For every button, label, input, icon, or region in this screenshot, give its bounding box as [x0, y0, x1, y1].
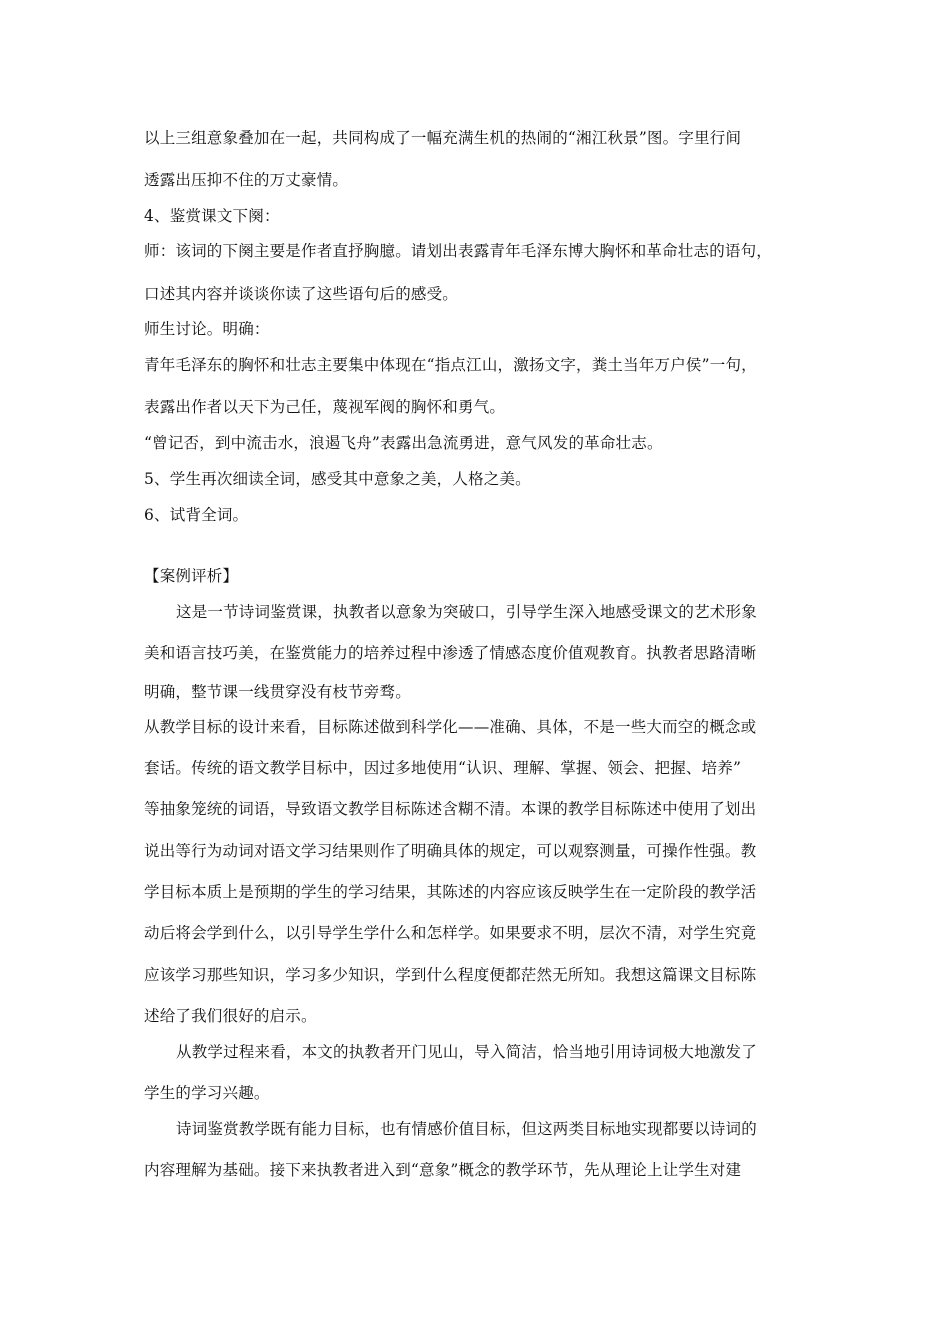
text-line: 诗词鉴赏教学既有能力目标，也有情感价值目标，但这两类目标地实现都要以诗词的 [176, 1120, 757, 1138]
text-line: 学生的学习兴趣。 [144, 1084, 270, 1102]
text-line: 师：该词的下阕主要是作者直抒胸臆。请划出表露青年毛泽东博大胸怀和革命壮志的语句， [144, 242, 773, 260]
text-line: 口述其内容并谈谈你读了这些语句后的感受。 [144, 285, 459, 303]
text-line: 青年毛泽东的胸怀和壮志主要集中体现在“指点江山，激扬文字，粪土当年万户侯”一句， [144, 356, 757, 374]
text-line: 师生讨论。明确： [144, 320, 270, 338]
text-line: 以上三组意象叠加在一起，共同构成了一幅充满生机的热闹的“湘江秋景”图。字里行间 [144, 129, 742, 147]
text-line: 表露出作者以天下为己任，蔑视军阀的胸怀和勇气。 [144, 398, 506, 416]
step-heading: 5、学生再次细读全词，感受其中意象之美，人格之美。 [144, 470, 531, 488]
text-line: 明确，整节课一线贯穿没有枝节旁骛。 [144, 683, 411, 701]
text-line: 动后将会学到什么，以引导学生学什么和怎样学。如果要求不明，层次不清，对学生究竟 [144, 924, 757, 942]
text-line: 透露出压抑不住的万丈豪情。 [144, 171, 349, 189]
text-line: 学目标本质上是预期的学生的学习结果，其陈述的内容应该反映学生在一定阶段的教学活 [144, 883, 757, 901]
step-heading: 6、试背全词。 [144, 506, 249, 524]
text-line: 从教学过程来看，本文的执教者开门见山，导入简洁，恰当地引用诗词极大地激发了 [176, 1043, 757, 1061]
text-line: 从教学目标的设计来看，目标陈述做到科学化——准确、具体，不是一些大而空的概念或 [144, 718, 757, 736]
text-line: 述给了我们很好的启示。 [144, 1007, 317, 1025]
section-heading: 【案例评析】 [144, 567, 239, 585]
text-line: 美和语言技巧美，在鉴赏能力的培养过程中渗透了情感态度价值观教育。执教者思路清晰 [144, 644, 757, 662]
text-line: 说出等行为动词对语文学习结果则作了明确具体的规定，可以观察测量，可操作性强。教 [144, 842, 757, 860]
text-line: 等抽象笼统的词语，导致语文教学目标陈述含糊不清。本课的教学目标陈述中使用了划出 [144, 800, 757, 818]
text-line: 这是一节诗词鉴赏课，执教者以意象为突破口，引导学生深入地感受课文的艺术形象 [176, 603, 757, 621]
text-line: “曾记否，到中流击水，浪遏飞舟”表露出急流勇进，意气风发的革命壮志。 [144, 434, 663, 452]
text-line: 内容理解为基础。接下来执教者进入到“意象”概念的教学环节，先从理论上让学生对建 [144, 1161, 742, 1179]
text-line: 套话。传统的语文教学目标中，因过多地使用“认识、理解、掌握、领会、把握、培养” [144, 759, 742, 777]
text-line: 应该学习那些知识，学习多少知识，学到什么程度便都茫然无所知。我想这篇课文目标陈 [144, 966, 757, 984]
step-heading: 4、鉴赏课文下阕： [144, 207, 280, 225]
